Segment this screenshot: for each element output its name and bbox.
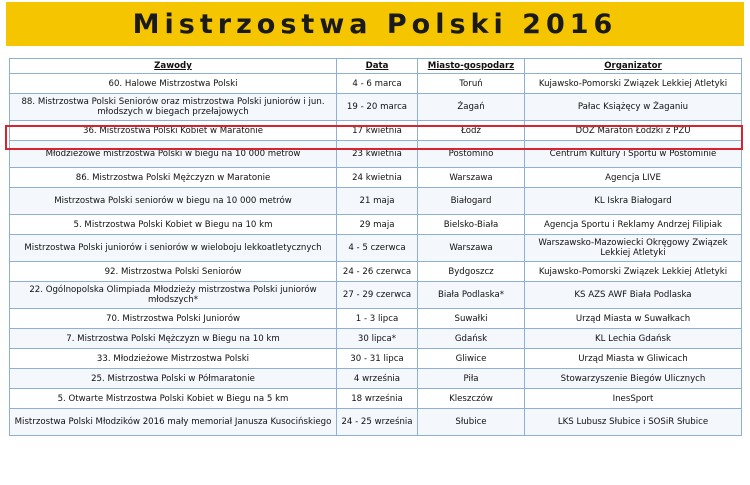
cell-organizer: KL Iskra Białogard: [525, 188, 742, 215]
cell-organizer: Agencja LIVE: [525, 168, 742, 188]
table-row: [10, 188, 742, 215]
table-row: [10, 389, 742, 409]
header-row: [10, 59, 742, 74]
cell-event: 60. Halowe Mistrzostwa Polski: [10, 74, 337, 94]
table-row-highlighted: [10, 121, 742, 141]
cell-date: 4 - 6 marca: [337, 74, 418, 94]
cell-organizer: Centrum Kultury i Sportu w Postominie: [525, 141, 742, 168]
cell-event: Młodzieżowe mistrzostwa Polski w biegu na 10 000 metrów: [10, 141, 337, 168]
cell-organizer: DOZ Maraton Łódzki z PZU: [525, 121, 742, 141]
cell-event: Mistrzostwa Polski Młodzików 2016 mały memoriał Janusza Kusocińskiego: [10, 409, 337, 436]
header-date: Data: [337, 59, 418, 74]
table-row: [10, 215, 742, 235]
cell-event: 92. Mistrzostwa Polski Seniorów: [10, 262, 337, 282]
table-row: [10, 309, 742, 329]
cell-city: Biała Podlaska*: [418, 282, 525, 309]
table-row: [10, 262, 742, 282]
table-row: [10, 369, 742, 389]
cell-city: Toruń: [418, 74, 525, 94]
cell-city: Warszawa: [418, 168, 525, 188]
cell-date: 17 kwietnia: [337, 121, 418, 141]
cell-date: 24 - 25 września: [337, 409, 418, 436]
cell-city: Białogard: [418, 188, 525, 215]
cell-event: 33. Młodzieżowe Mistrzostwa Polski: [10, 349, 337, 369]
cell-date: 23 kwietnia: [337, 141, 418, 168]
cell-date: 4 września: [337, 369, 418, 389]
table-row: [10, 349, 742, 369]
title-banner: [6, 2, 744, 46]
cell-event: 70. Mistrzostwa Polski Juniorów: [10, 309, 337, 329]
cell-date: 21 maja: [337, 188, 418, 215]
cell-date: 30 - 31 lipca: [337, 349, 418, 369]
table-row: [10, 329, 742, 349]
header-event: Zawody: [10, 59, 337, 74]
cell-organizer: InesSport: [525, 389, 742, 409]
cell-date: 19 - 20 marca: [337, 94, 418, 121]
cell-organizer: Warszawsko-Mazowiecki Okręgowy Związek Lekkiej Atletyki: [525, 235, 742, 262]
cell-event: 88. Mistrzostwa Polski Seniorów oraz mistrzostwa Polski juniorów i jun. młodszych w biegach przełajowych: [10, 94, 337, 121]
cell-city: Kleszczów: [418, 389, 525, 409]
page-title: Mistrzostwa Polski 2016: [132, 8, 618, 40]
cell-date: 4 - 5 czerwca: [337, 235, 418, 262]
table-row: [10, 282, 742, 309]
cell-organizer: KS AZS AWF Biała Podlaska: [525, 282, 742, 309]
cell-organizer: Agencja Sportu i Reklamy Andrzej Filipiak: [525, 215, 742, 235]
cell-city: Gdańsk: [418, 329, 525, 349]
cell-city: Bielsko-Biała: [418, 215, 525, 235]
cell-event: 7. Mistrzostwa Polski Mężczyzn w Biegu na 10 km: [10, 329, 337, 349]
cell-city: Piła: [418, 369, 525, 389]
cell-date: 27 - 29 czerwca: [337, 282, 418, 309]
cell-city: Żagań: [418, 94, 525, 121]
cell-event: 5. Mistrzostwa Polski Kobiet w Biegu na 10 km: [10, 215, 337, 235]
cell-event: 5. Otwarte Mistrzostwa Polski Kobiet w Biegu na 5 km: [10, 389, 337, 409]
events-table: [9, 58, 742, 436]
cell-organizer: Kujawsko-Pomorski Związek Lekkiej Atletyki: [525, 74, 742, 94]
header-organizer: Organizator: [525, 59, 742, 74]
table-row: [10, 235, 742, 262]
cell-date: 24 - 26 czerwca: [337, 262, 418, 282]
cell-city: Suwałki: [418, 309, 525, 329]
cell-event: Mistrzostwa Polski seniorów w biegu na 10 000 metrów: [10, 188, 337, 215]
cell-city: Słubice: [418, 409, 525, 436]
cell-date: 1 - 3 lipca: [337, 309, 418, 329]
cell-organizer: KL Lechia Gdańsk: [525, 329, 742, 349]
cell-event: 22. Ogólnopolska Olimpiada Młodzieży mistrzostwa Polski juniorów młodszych*: [10, 282, 337, 309]
cell-organizer: LKS Lubusz Słubice i SOSiR Słubice: [525, 409, 742, 436]
cell-organizer: Pałac Książęcy w Żaganiu: [525, 94, 742, 121]
cell-event: Mistrzostwa Polski juniorów i seniorów w wieloboju lekkoatletycznych: [10, 235, 337, 262]
cell-date: 30 lipca*: [337, 329, 418, 349]
table-row: [10, 94, 742, 121]
cell-city: Bydgoszcz: [418, 262, 525, 282]
table-row: [10, 141, 742, 168]
cell-date: 24 kwietnia: [337, 168, 418, 188]
cell-organizer: Stowarzyszenie Biegów Ulicznych: [525, 369, 742, 389]
cell-date: 29 maja: [337, 215, 418, 235]
header-city: Miasto-gospodarz: [418, 59, 525, 74]
cell-event: 36. Mistrzostwa Polski Kobiet w Maratonie: [10, 121, 337, 141]
cell-city: Gliwice: [418, 349, 525, 369]
cell-organizer: Kujawsko-Pomorski Związek Lekkiej Atletyki: [525, 262, 742, 282]
cell-city: Warszawa: [418, 235, 525, 262]
cell-organizer: Urząd Miasta w Suwałkach: [525, 309, 742, 329]
cell-city: Postomino: [418, 141, 525, 168]
cell-date: 18 września: [337, 389, 418, 409]
table-row: [10, 409, 742, 436]
cell-event: 86. Mistrzostwa Polski Mężczyzn w Maratonie: [10, 168, 337, 188]
table-row: [10, 168, 742, 188]
cell-event: 25. Mistrzostwa Polski w Półmaratonie: [10, 369, 337, 389]
table-row: [10, 74, 742, 94]
cell-city: Łódź: [418, 121, 525, 141]
cell-organizer: Urząd Miasta w Gliwicach: [525, 349, 742, 369]
